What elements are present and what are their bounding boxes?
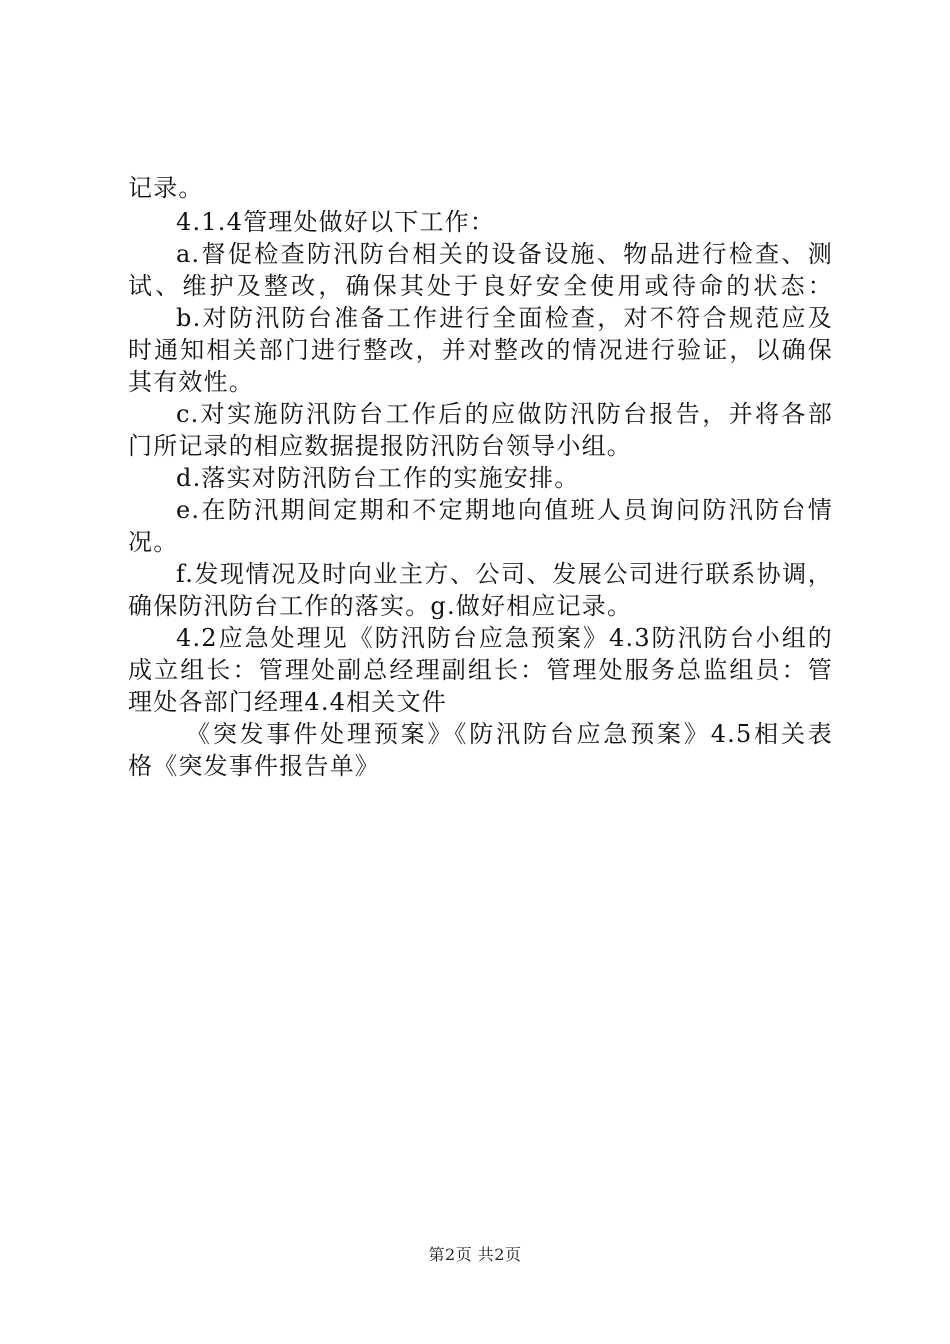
text-line-17: 理处各部门经理4.4相关文件: [128, 688, 447, 716]
text-line-8: c.对实施防汛防台工作后的应做防汛防台报告，并将各部: [176, 400, 833, 428]
text-line-15: 4.2应急处理见《防汛防台应急预案》4.3防汛防台小组的: [176, 624, 833, 652]
text-line-9: 门所记录的相应数据提报防汛防台领导小组。: [128, 432, 632, 460]
text-line-18: 《突发事件处理预案》《防汛防台应急预案》4.5相关表: [186, 720, 833, 748]
text-line-6: 时通知相关部门进行整改，并对整改的情况进行验证，以确保: [128, 336, 833, 364]
text-line-14: 确保防汛防台工作的落实。g.做好相应记录。: [128, 592, 633, 620]
page-footer: 第2页 共2页: [428, 1245, 522, 1264]
text-line-19: 格《突发事件报告单》: [128, 752, 380, 780]
text-line-10: d.落实对防汛防台工作的实施安排。: [176, 464, 580, 492]
text-line-7: 其有效性。: [128, 368, 254, 396]
text-line-16: 成立组长：管理处副总经理副组长：管理处服务总监组员：管: [128, 656, 833, 684]
text-line-5: b.对防汛防台准备工作进行全面检查，对不符合规范应及: [176, 304, 833, 332]
text-line-4: 试、维护及整改，确保其处于良好安全使用或待命的状态：: [128, 272, 833, 300]
text-line-2: 4.1.4管理处做好以下工作：: [176, 208, 496, 236]
text-line-3: a.督促检查防汛防台相关的设备设施、物品进行检查、测: [176, 240, 833, 268]
text-line-13: f.发现情况及时向业主方、公司、发展公司进行联系协调，: [176, 560, 833, 588]
text-line-11: e.在防汛期间定期和不定期地向值班人员询问防汛防台情: [176, 496, 833, 524]
text-line-1: 记录。: [128, 174, 204, 202]
text-line-12: 况。: [128, 528, 179, 556]
